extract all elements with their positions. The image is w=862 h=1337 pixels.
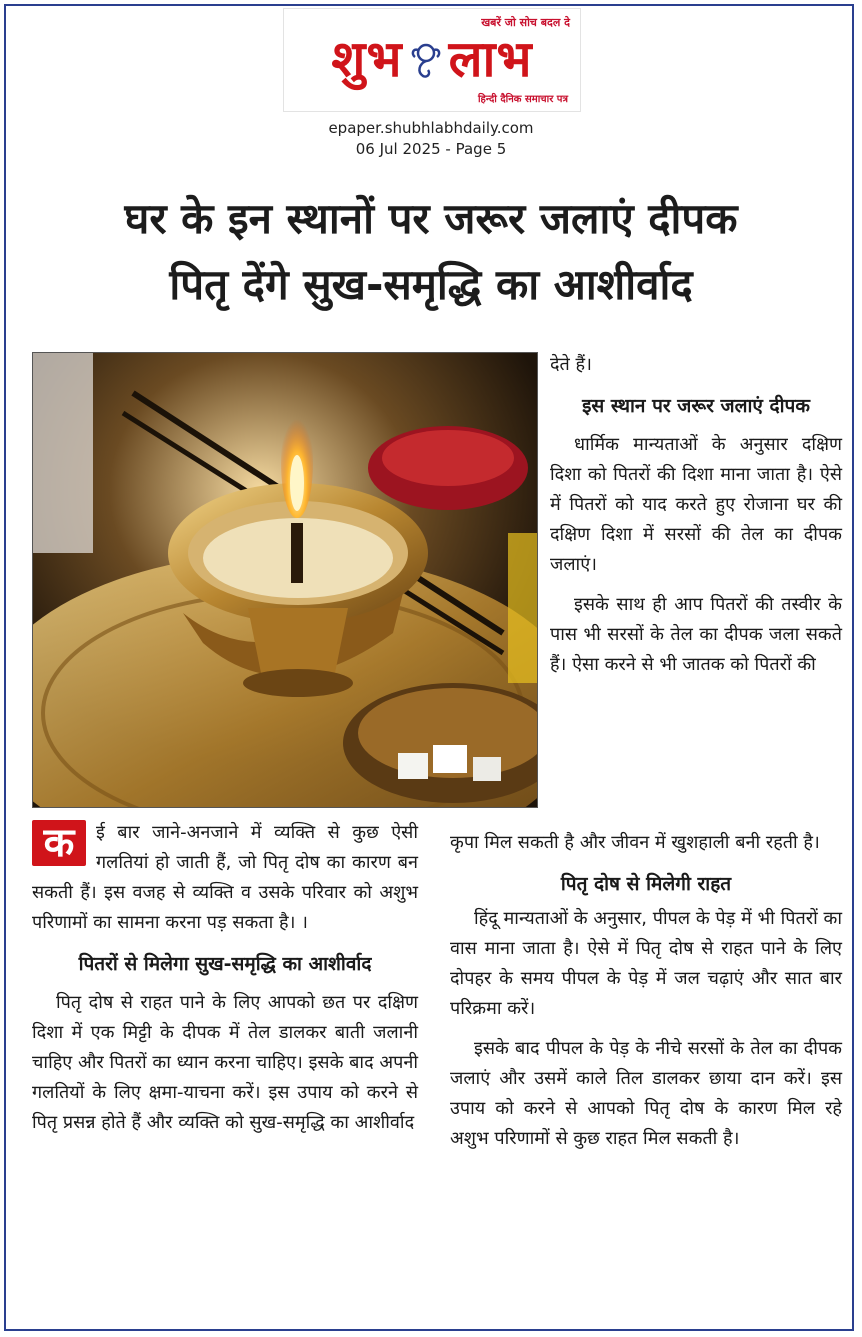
section2-paragraph-1: धार्मिक मान्यताओं के अनुसार दक्षिण दिशा को पितरों की दिशा माना जाता है। ऐसे में पितरों को याद करते हुए रोजाना घर की दक्षिण दिशा में सरसों की तेल का दीपक जलाएं।: [550, 434, 842, 575]
masthead-subtitle: हिन्दी दैनिक समाचार पत्र: [477, 94, 568, 105]
diya-photo: [32, 352, 538, 808]
section2-paragraph-2b: कृपा मिल सकती है और जीवन में खुशहाली बनी रहती है।: [450, 832, 820, 853]
publication-meta: [0, 118, 862, 160]
intro-text: ई बार जाने-अनजाने में व्यक्ति से कुछ ऐसी गलतियां हो जाती हैं, जो पितृ दोष का कारण बन सकती हैं। इस वजह से व्यक्ति व उसके परिवार को अशुभ परिणामों का सामना करना पड़ सकता है। ।: [32, 822, 418, 933]
section3-paragraph-2: इसके बाद पीपल के पेड़ के नीचे सरसों के तेल का दीपक जलाएं और उसमें काले तिल डालकर छाया दान करें। इस उपाय को करने से आपको पितृ दोष के कारण मिल रहे अशुभ परिणामों से कुछ राहत मिल सकती है।: [450, 1038, 842, 1149]
section3-heading: पितृ दोष से मिलेगी राहत: [560, 873, 732, 895]
ganesh-icon: [409, 35, 443, 91]
headline-line-1: घर के इन स्थानों पर जरूर जलाएं दीपक: [124, 194, 738, 243]
logo-word-right: लाभ: [448, 29, 533, 88]
section1-heading: पितरों से मिलेगा सुख-समृद्धि का आशीर्वाद: [78, 953, 372, 975]
left-column: [32, 818, 418, 1148]
section3-paragraph-1: हिंदू मान्यताओं के अनुसार, पीपल के पेड़ में भी पितरों का वास माना जाता है। ऐसे में पितृ दोष से राहत पाने के लिए दोपहर के समय पीपल के पेड़ में जल चढ़ाएं और सात बार परिक्रमा करें।: [450, 908, 842, 1019]
drop-cap: क: [32, 820, 86, 866]
site-url[interactable]: epaper.shubhlabhdaily.com: [328, 119, 534, 137]
newspaper-logo: [284, 31, 580, 91]
masthead-tagline: खबरें जो सोच बदल दे: [481, 16, 570, 29]
headline: [20, 186, 842, 318]
intro-paragraph: [32, 818, 418, 938]
right-column: [550, 350, 842, 690]
date-page: 06 Jul 2025 - Page 5: [355, 140, 507, 158]
section1-paragraph-1: पितृ दोष से राहत पाने के लिए आपको छत पर दक्षिण दिशा में एक मिट्टी के दीपक में तेल डालकर बाती जलानी चाहिए और पितरों का ध्यान करना चाहिए। इसके बाद अपनी गलतियों के लिए क्षमा-याचना करें। इस उपाय को करने से पितृ प्रसन्न होते हैं और व्यक्ति को सुख-समृद्धि का आशीर्वाद: [32, 992, 418, 1133]
section2-paragraph-2a: इसके साथ ही आप पितरों की तस्वीर के पास भी सरसों के तेल का दीपक जला सकते हैं। ऐसा करने से भी जातक को पितरों की: [550, 594, 842, 675]
section2-heading: इस स्थान पर जरूर जलाएं दीपक: [582, 395, 810, 417]
headline-line-2: पितृ देंगे सुख-समृद्धि का आशीर्वाद: [169, 260, 693, 309]
right-column-lower: [450, 828, 842, 1164]
logo-word-left: शुभ: [331, 29, 403, 88]
masthead: [283, 8, 581, 112]
continuation-text: देते हैं।: [550, 354, 592, 375]
